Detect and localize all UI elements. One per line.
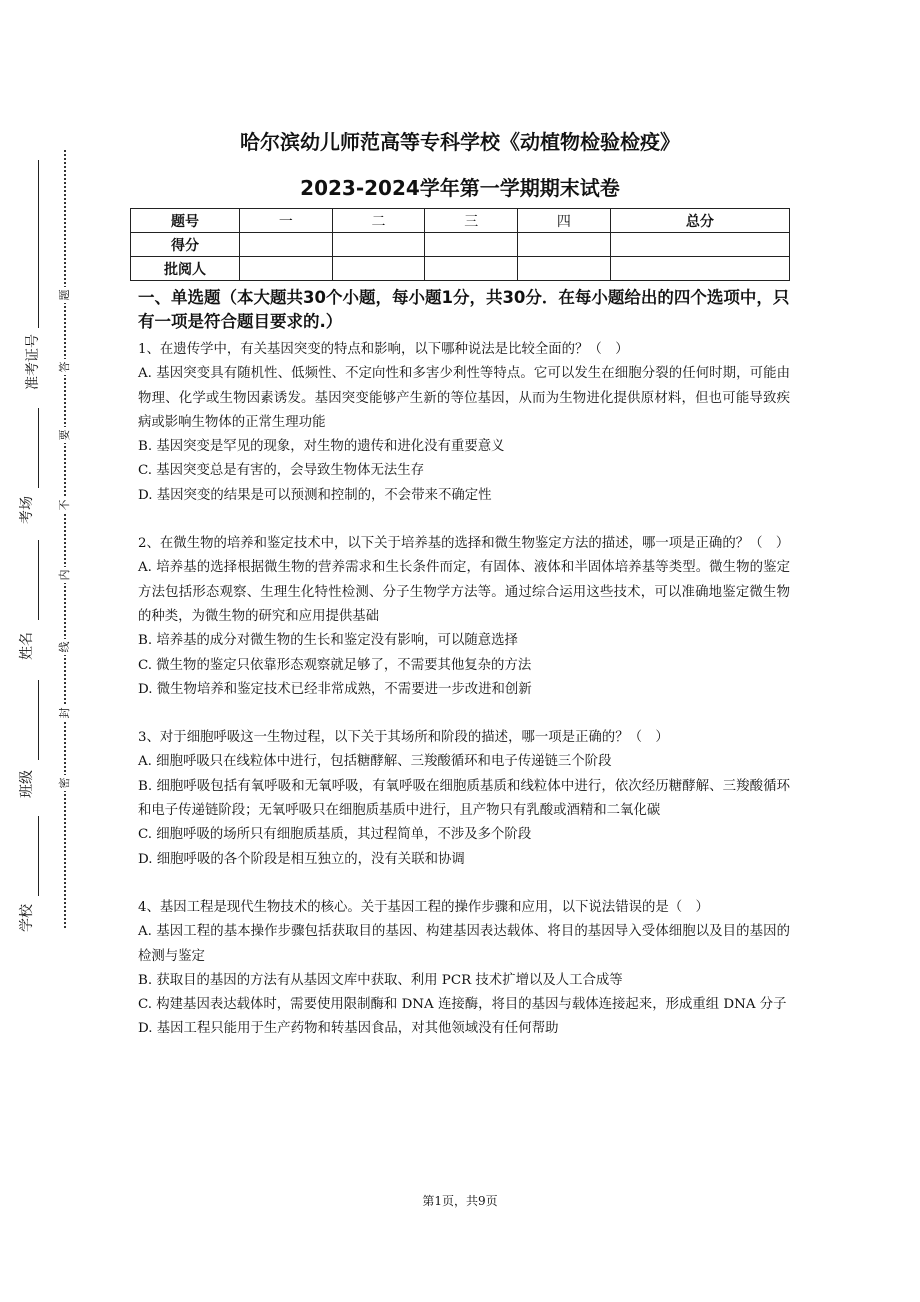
exam-room-underline [38,408,39,488]
question-stem: 4、基因工程是现代生物技术的核心。关于基因工程的操作步骤和应用，以下说法错误的是（ ） [138,899,709,915]
score-cell[interactable] [518,233,611,257]
option-a: A. 基因突变具有随机性、低频性、不定向性和多害少利性等特点。它可以发生在细胞分裂的任何时期，可能由物理、化学或生物因素诱发。基因突变能够产生新的等位基因，从而为生物进化提供原材料，但也可能导致疾病或影响生物体的正常生理功能 [138,366,790,430]
option-c: C. 基因突变总是有害的，会导致生物体无法生存 [138,463,425,479]
option-a: A. 基因工程的基本操作步骤包括获取目的基因、构建基因表达载体、将目的基因导入受体细胞以及目的基因的检测与鉴定 [138,924,790,964]
option-a: A. 细胞呼吸只在线粒体中进行，包括糖酵解、三羧酸循环和电子传递链三个阶段 [138,754,612,770]
score-cell[interactable] [240,233,333,257]
score-cell[interactable] [332,233,425,257]
seal-char: 内 [58,567,72,583]
score-header-cell: 四 [518,209,611,233]
question-2 [138,532,790,702]
name-underline [38,540,39,620]
grader-cell[interactable] [425,257,518,281]
score-table-header-row [131,209,790,233]
score-table [130,208,790,281]
score-row-label: 得分 [131,233,240,257]
question-3 [138,726,790,872]
score-row-label: 批阅人 [131,257,240,281]
option-a: A. 培养基的选择根据微生物的营养需求和生长条件而定，有固体、液体和半固体培养基等类型。微生物的鉴定方法包括形态观察、生理生化特性检测、分子生物学方法等。通过综合运用这些技术，可以准确地鉴定微生物的种类，为微生物的研究和应用提供基础 [138,560,790,624]
exam-subtitle: 2023-2024学年第一学期期末试卷 [300,176,620,200]
option-c: C. 微生物的鉴定只依靠形态观察就足够了，不需要其他复杂的方法 [138,657,532,673]
option-d: D. 细胞呼吸的各个阶段是相互独立的，没有关联和协调 [138,851,465,867]
seal-dotted-line [64,150,66,928]
question-4 [138,896,790,1042]
option-b: B. 获取目的基因的方法有从基因文库中获取、利用 PCR 技术扩增以及人工合成等 [138,972,623,988]
question-stem: 2、在微生物的培养和鉴定技术中，以下关于培养基的选择和微生物鉴定方法的描述，哪一项是正确的？（ ） [138,536,790,552]
score-header-cell: 一 [240,209,333,233]
exam-number-label: 准考证号 [25,334,41,390]
grader-cell[interactable] [332,257,425,281]
seal-char: 题 [58,287,72,303]
exam-title: 哈尔滨幼儿师范高等专科学校《动植物检验检疫》 [240,130,680,154]
exam-content [138,286,790,1066]
option-d: D. 微生物培养和鉴定技术已经非常成熟，不需要进一步改进和创新 [138,681,532,697]
score-table-row [131,233,790,257]
seal-char: 密 [58,775,72,791]
score-header-cell: 二 [332,209,425,233]
score-header-cell: 题号 [131,209,240,233]
seal-char: 线 [58,639,72,655]
seal-char: 封 [58,705,72,721]
option-b: B. 基因突变是罕见的现象，对生物的遗传和进化没有重要意义 [138,439,505,455]
score-header-cell: 总分 [610,209,789,233]
grader-cell[interactable] [518,257,611,281]
name-label: 姓名 [19,632,35,660]
class-underline [38,680,39,760]
seal-char: 不 [58,497,72,513]
option-b: B. 细胞呼吸包括有氧呼吸和无氧呼吸，有氧呼吸在细胞质基质和线粒体中进行，依次经历糖酵解、三羧酸循环和电子传递链阶段；无氧呼吸只在细胞质基质中进行，且产物只有乳酸或酒精和二氧化碳 [138,778,790,819]
grader-cell[interactable] [610,257,789,281]
option-d: D. 基因突变的结果是可以预测和控制的，不会带来不确定性 [138,487,492,503]
question-stem: 1、在遗传学中，有关基因突变的特点和影响，以下哪种说法是比较全面的？（ ） [138,342,629,357]
seal-char: 答 [58,359,72,375]
class-label: 班级 [19,770,35,798]
page-footer: 第1页，共9页 [422,1194,498,1208]
score-cell[interactable] [425,233,518,257]
score-table-row [131,257,790,281]
option-c: C. 构建基因表达载体时，需要使用限制酶和 DNA 连接酶，将目的基因与载体连接起来，形成重组 DNA 分子 [138,997,787,1013]
score-cell[interactable] [610,233,789,257]
grader-cell[interactable] [240,257,333,281]
question-1 [138,338,790,508]
option-d: D. 基因工程只能用于生产药物和转基因食品，对其他领域没有任何帮助 [138,1021,559,1037]
question-stem: 3、对于细胞呼吸这一生物过程，以下关于其场所和阶段的描述，哪一项是正确的？（ ） [138,730,669,746]
option-c: C. 细胞呼吸的场所只有细胞质基质，其过程简单，不涉及多个阶段 [138,827,532,843]
school-label: 学校 [19,904,35,932]
exam-room-label: 考场 [19,496,35,524]
section-heading: 一、单选题（本大题共30个小题，每小题1分，共30分．在每小题给出的四个选项中，只有一项是符合题目要求的.） [138,288,790,331]
school-underline [38,816,39,896]
option-b: B. 培养基的成分对微生物的生长和鉴定没有影响，可以随意选择 [138,633,518,649]
score-header-cell: 三 [425,209,518,233]
seal-char: 要 [58,427,72,443]
